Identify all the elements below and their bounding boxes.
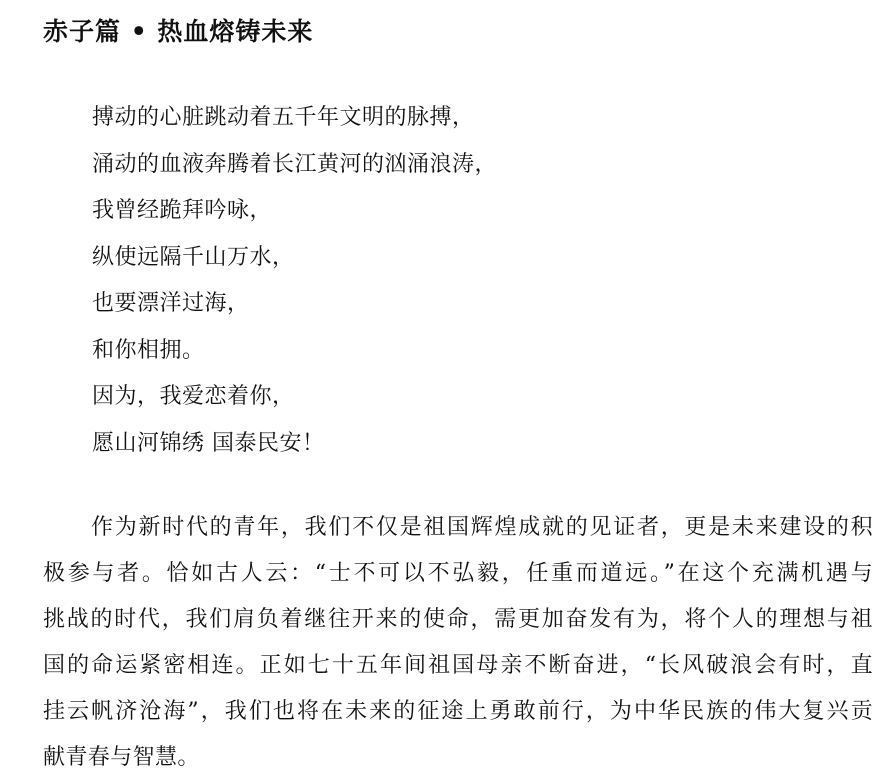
poem-line: 涌动的血液奔腾着长江黄河的汹涌浪涛， — [92, 151, 498, 177]
poem-line: 因为，我爱恋着你， — [92, 384, 295, 409]
poem-line: 也要漂洋过海， — [92, 291, 250, 316]
paragraph-line: 挂云帆济沧海”，我们也将在未来的征途上勇敢前行，为中华民族的伟大复兴贡 — [43, 699, 873, 724]
paragraph-line: 极参与者。恰如古人云：“士不可以不弘毅，任重而道远。”在这个充满机遇与 — [43, 561, 873, 586]
paragraph-line: 挑战的时代，我们肩负着继往开来的使命，需更加奋发有为，将个人的理想与祖 — [43, 607, 873, 632]
paragraph-line: 献青春与智慧。 — [43, 745, 200, 770]
document-title: 赤子篇 • 热血熔铸未来 — [43, 17, 314, 46]
poem — [92, 95, 497, 467]
body-paragraph — [43, 505, 873, 774]
poem-line: 愿山河锦绣 国泰民安！ — [92, 430, 325, 456]
poem-line: 我曾经跪拜吟咏， — [92, 198, 273, 223]
poem-line: 搏动的心脏跳动着五千年文明的脉搏， — [92, 105, 475, 130]
paragraph-line: 作为新时代的青年，我们不仅是祖国辉煌成就的见证者，更是未来建设的积 — [91, 515, 873, 540]
poem-line: 和你相拥。 — [92, 337, 205, 363]
poem-line: 纵使远隔千山万水， — [92, 244, 295, 270]
paragraph-line: 国的命运紧密相连。正如七十五年间祖国母亲不断奋进，“长风破浪会有时，直 — [43, 653, 873, 678]
